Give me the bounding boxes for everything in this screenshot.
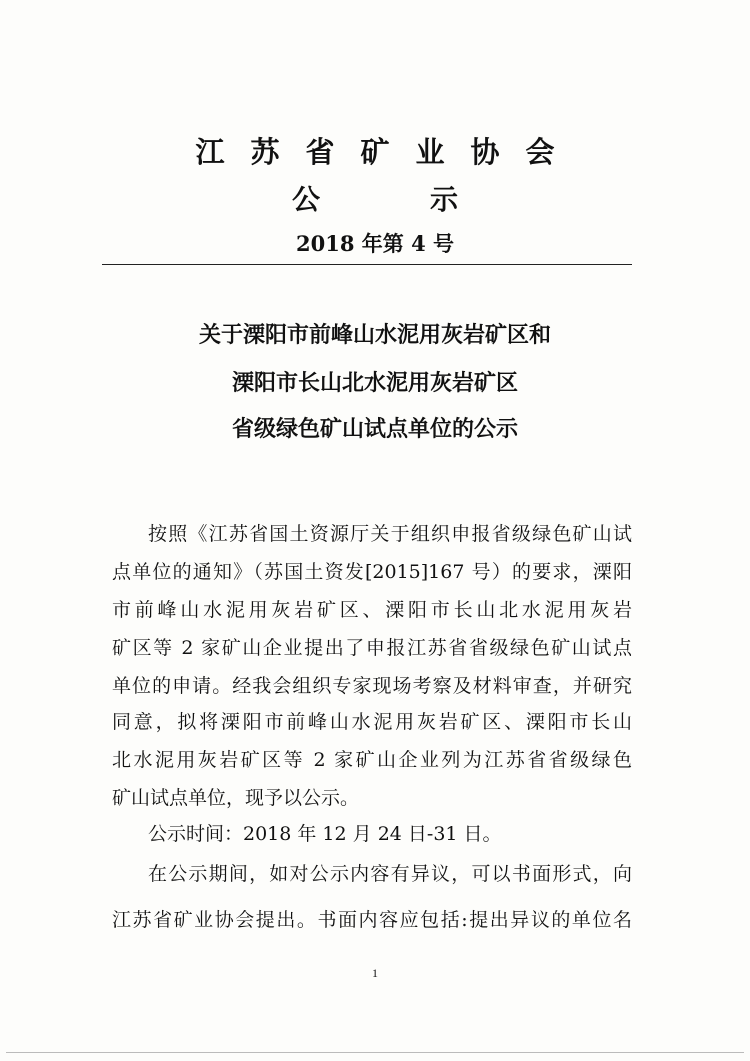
header-divider [102, 264, 632, 265]
body-line-5: 单位的申请。经我会组织专家现场考察及材料审查，并研究 [112, 675, 632, 697]
body-line-1: 按照《江苏省国土资源厅关于组织申报省级绿色矿山试 [148, 523, 632, 545]
body-line-11: 江苏省矿业协会提出。书面内容应包括:提出异议的单位名 [112, 909, 632, 931]
body-line-10: 在公示期间，如对公示内容有异议，可以书面形式，向 [148, 863, 632, 885]
notice-title-line-3: 省级绿色矿山试点单位的公示 [231, 417, 518, 442]
document-type: 公示 [291, 183, 568, 216]
notice-title-line-2: 溧阳市长山北水泥用灰岩矿区 [231, 371, 518, 396]
page-number: 1 [372, 966, 378, 980]
body-line-7: 北水泥用灰岩矿区等 2 家矿山企业列为江苏省省级绿色 [112, 749, 632, 771]
organization-title: 江苏省矿业协会 [195, 135, 581, 169]
notice-title-line-1: 关于溧阳市前峰山水泥用灰岩矿区和 [198, 323, 551, 348]
document-number: 2018 年第 4 号 [296, 231, 454, 256]
body-line-8: 矿山试点单位，现予以公示。 [112, 787, 360, 809]
body-line-2: 点单位的通知》（苏国土资发[2015]167 号）的要求，溧阳 [112, 561, 632, 583]
body-line-4: 矿区等 2 家矿山企业提出了申报江苏省省级绿色矿山试点 [112, 637, 632, 659]
scan-edge [6, 1052, 744, 1053]
body-line-6: 同意，拟将溧阳市前峰山水泥用灰岩矿区、溧阳市长山 [112, 711, 632, 733]
body-line-3: 市前峰山水泥用灰岩矿区、溧阳市长山北水泥用灰岩 [112, 599, 632, 621]
publication-period: 公示时间：2018 年 12 月 24 日-31 日。 [148, 823, 502, 845]
